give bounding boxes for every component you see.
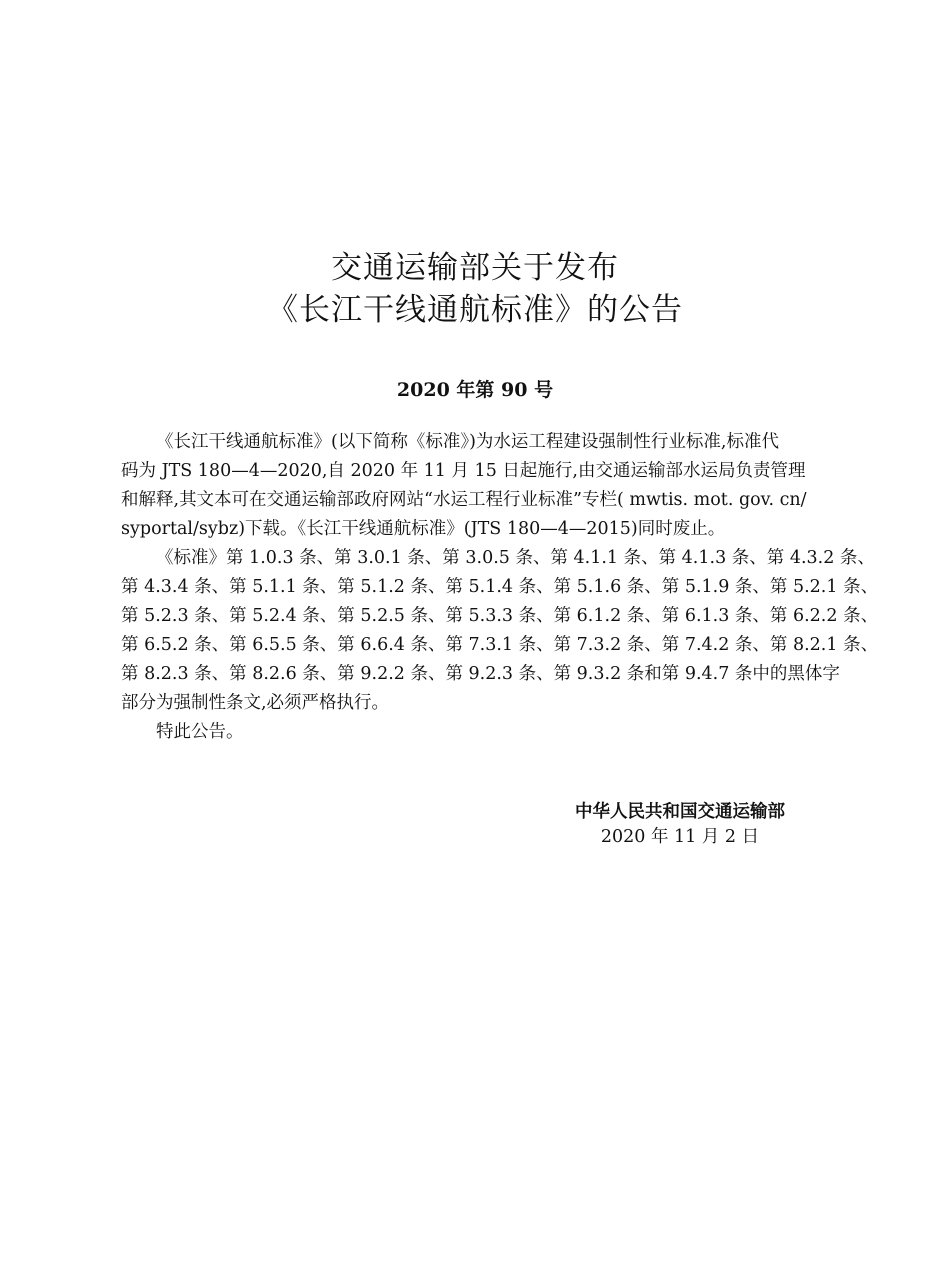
paragraph-1-line-3: 和解释,其文本可在交通运输部政府网站“水运工程行业标准”专栏( mwtis. mot. gov. cn/ bbox=[121, 490, 807, 510]
issue-date: 2020 年 11 月 2 日 bbox=[600, 827, 760, 847]
paragraph-2-line-3: 第 5.2.3 条、第 5.2.4 条、第 5.2.5 条、第 5.3.3 条、第 6.1.2 条、第 6.1.3 条、第 6.2.2 条、 bbox=[121, 606, 879, 626]
paragraph-2-line-4: 第 6.5.2 条、第 6.5.5 条、第 6.6.4 条、第 7.3.1 条、第 7.3.2 条、第 7.4.2 条、第 8.2.1 条、 bbox=[121, 635, 879, 655]
paragraph-1-line-2: 码为 JTS 180—4—2020,自 2020 年 11 月 15 日起施行,由交通运输部水运局负责管理 bbox=[121, 461, 806, 481]
paragraph-1-line-4: syportal/sybz)下载。《长江干线通航标准》(JTS 180—4—2015)同时废止。 bbox=[121, 519, 726, 539]
announcement-body bbox=[121, 428, 879, 747]
paragraph-2-line-1: 《标准》第 1.0.3 条、第 3.0.1 条、第 3.0.5 条、第 4.1.1 条、第 4.1.3 条、第 4.3.2 条、 bbox=[156, 548, 875, 568]
announcement-title-line-1: 交通运输部关于发布 bbox=[331, 250, 619, 286]
document-number: 2020 年第 90 号 bbox=[396, 379, 554, 401]
issuing-organization: 中华人民共和国交通运输部 bbox=[575, 802, 785, 822]
paragraph-2-line-5: 第 8.2.3 条、第 8.2.6 条、第 9.2.2 条、第 9.2.3 条、第 9.3.2 条和第 9.4.7 条中的黑体字 bbox=[121, 664, 840, 684]
paragraph-2-line-6: 部分为强制性条文,必须严格执行。 bbox=[121, 693, 390, 713]
paragraph-1-line-1: 《长江干线通航标准》(以下简称《标准》)为水运工程建设强制性行业标准,标准代 bbox=[156, 432, 779, 452]
announcement-title-line-2: 《长江干线通航标准》的公告 bbox=[267, 292, 683, 328]
paragraph-2-line-2: 第 4.3.4 条、第 5.1.1 条、第 5.1.2 条、第 5.1.4 条、第 5.1.6 条、第 5.1.9 条、第 5.2.1 条、 bbox=[121, 577, 879, 597]
paragraph-3: 特此公告。 bbox=[156, 722, 244, 742]
